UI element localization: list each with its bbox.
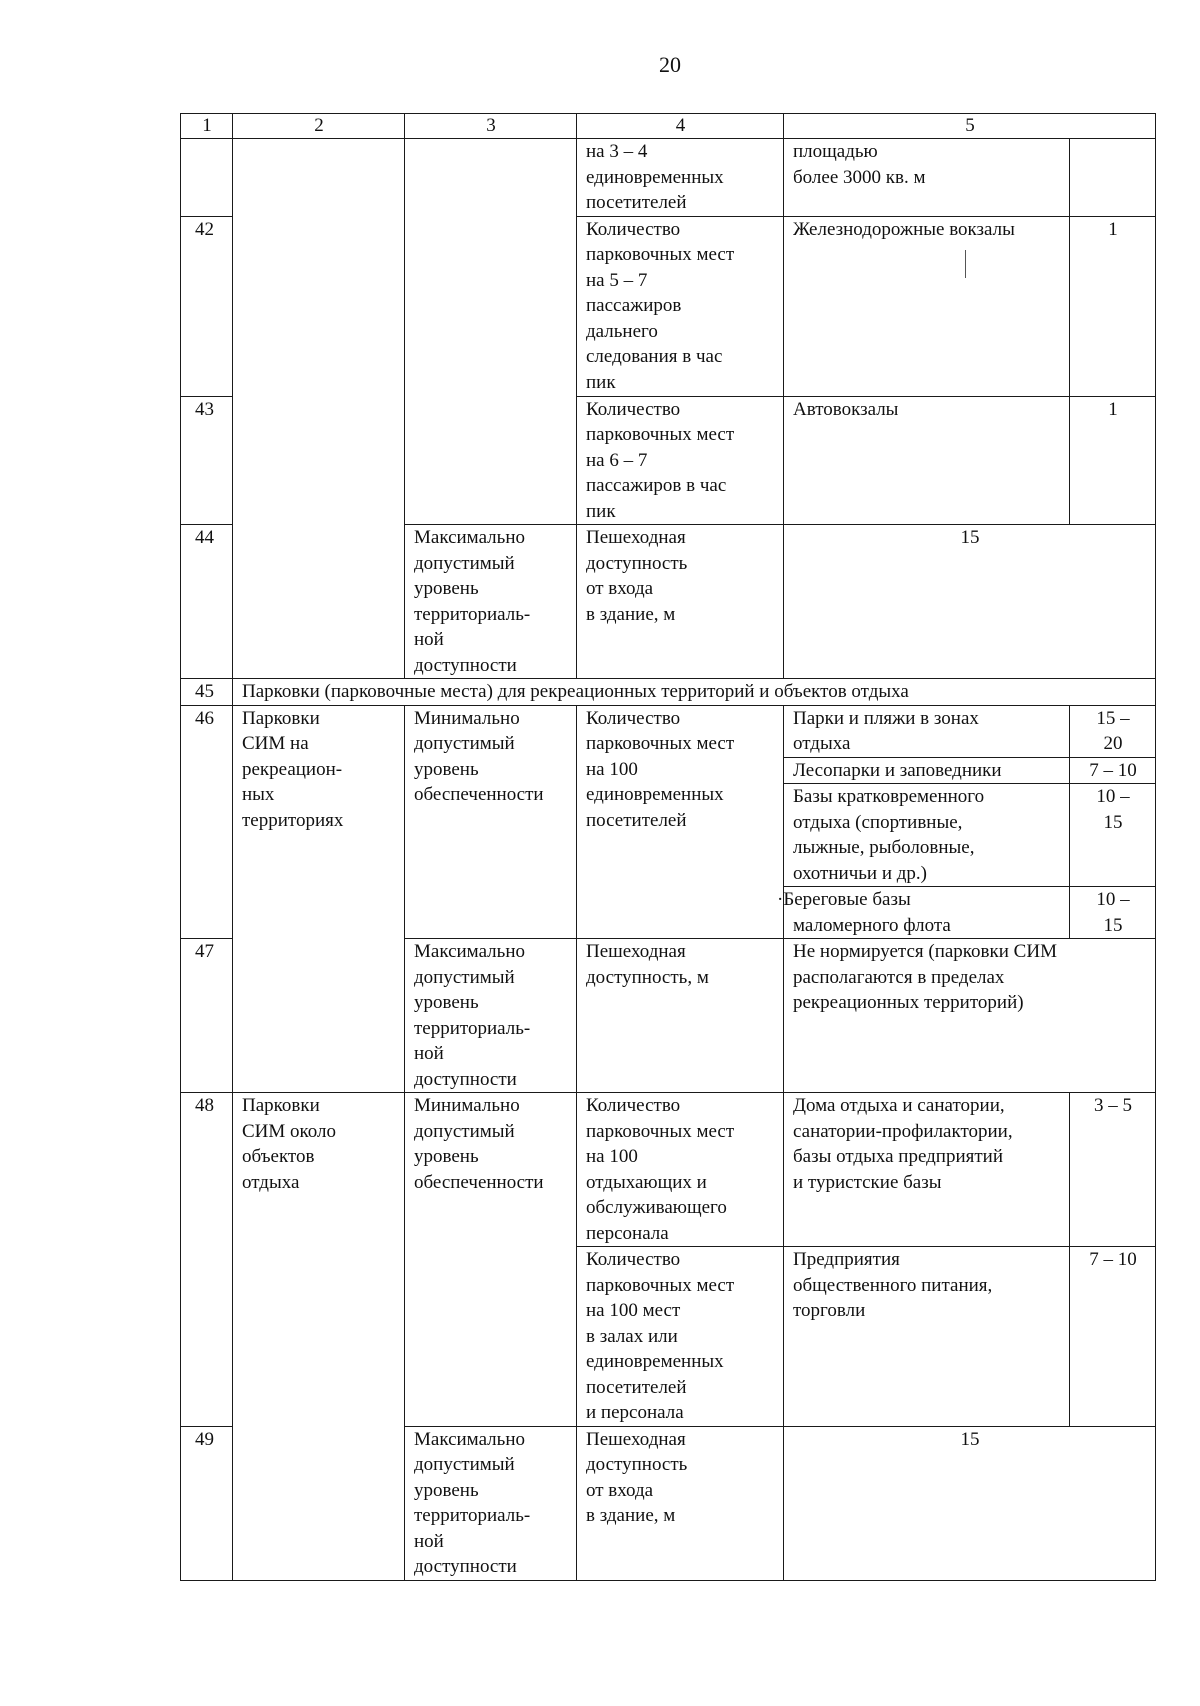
object-type-cell: Парки и пляжи в зонах отдыха (784, 705, 1070, 757)
unit-cell: Количество парковочных мест на 100 отдыхающих и обслуживающего персонала (577, 1093, 784, 1247)
indicator-cell: Минимально допустимый уровень обеспеченности (405, 1093, 577, 1427)
norms-table (180, 113, 1156, 1581)
object-type-cell: Предприятия общественного питания, торговли (784, 1247, 1070, 1427)
object-type-cell: Дома отдыха и санатории, санатории-профилактории, базы отдыха предприятий и туристские базы (784, 1093, 1070, 1247)
unit-cell: Пешеходная доступность, м (577, 939, 784, 1093)
object-type-cell: Лесопарки и заповедники (784, 757, 1070, 784)
table-row (181, 139, 1156, 217)
row-number-cell: 47 (181, 939, 233, 1093)
parking-type-cell (233, 139, 405, 679)
value-cell: 15 (784, 525, 1156, 679)
value-cell: 1 (1070, 216, 1156, 396)
value-cell: 10 – 15 (1070, 887, 1156, 939)
unit-cell: Количество парковочных мест на 100 единовременных посетителей (577, 705, 784, 939)
object-type-cell (784, 216, 1070, 396)
row-number-cell: 45 (181, 679, 233, 706)
row-number-cell: 49 (181, 1426, 233, 1580)
object-type-text: Железнодорожные вокзалы (793, 218, 1015, 240)
object-type-cell: Не нормируется (парковки СИМ располагаются в пределах рекреационных территорий) (784, 939, 1156, 1093)
header-cell: 2 (233, 114, 405, 139)
object-type-cell: ·Береговые базы маломерного флота (784, 887, 1070, 939)
unit-cell: Пешеходная доступность от входа в здание, м (577, 1426, 784, 1580)
stray-mark (965, 250, 966, 278)
unit-cell: Количество парковочных мест на 6 – 7 пассажиров в час пик (577, 396, 784, 525)
value-cell: 3 – 5 (1070, 1093, 1156, 1247)
header-cell: 4 (577, 114, 784, 139)
unit-cell: на 3 – 4 единовременных посетителей (577, 139, 784, 217)
value-cell: 7 – 10 (1070, 757, 1156, 784)
parking-type-cell: Парковки СИМ на рекреацион- ных территориях (233, 705, 405, 1093)
value-cell (1070, 139, 1156, 217)
page-number: 20 (659, 52, 681, 77)
object-type-text: Береговые базы маломерного флота (783, 889, 951, 936)
indicator-cell: Минимально допустимый уровень обеспеченности (405, 705, 577, 939)
indicator-cell (405, 139, 577, 525)
header-cell: 5 (784, 114, 1156, 139)
value-cell: 7 – 10 (1070, 1247, 1156, 1427)
row-number-cell: 44 (181, 525, 233, 679)
unit-cell: Пешеходная доступность от входа в здание, м (577, 525, 784, 679)
object-type-cell: Автовокзалы (784, 396, 1070, 525)
row-number-cell: 46 (181, 705, 233, 939)
row-number-cell: 42 (181, 216, 233, 396)
table-row (181, 679, 1156, 706)
section-title-cell: Парковки (парковочные места) для рекреационных территорий и объектов отдыха (233, 679, 1156, 706)
object-type-cell: Базы кратковременного отдыха (спортивные, лыжные, рыболовные, охотничьи и др.) (784, 784, 1070, 887)
row-number-cell: 48 (181, 1093, 233, 1427)
indicator-cell: Максимально допустимый уровень территориаль- ной доступности (405, 1426, 577, 1580)
parking-type-cell: Парковки СИМ около объектов отдыха (233, 1093, 405, 1581)
value-cell: 15 (784, 1426, 1156, 1580)
table-header-row (181, 114, 1156, 139)
unit-cell: Количество парковочных мест на 5 – 7 пассажиров дальнего следования в час пик (577, 216, 784, 396)
unit-cell: Количество парковочных мест на 100 мест в залах или единовременных посетителей и персонала (577, 1247, 784, 1427)
value-cell: 10 – 15 (1070, 784, 1156, 887)
row-number-cell (181, 139, 233, 217)
table-row (181, 1093, 1156, 1247)
header-cell: 3 (405, 114, 577, 139)
value-cell: 15 – 20 (1070, 705, 1156, 757)
row-number-cell: 43 (181, 396, 233, 525)
table-row (181, 705, 1156, 757)
object-type-cell: площадью более 3000 кв. м (784, 139, 1070, 217)
header-cell: 1 (181, 114, 233, 139)
indicator-cell: Максимально допустимый уровень территориаль- ной доступности (405, 939, 577, 1093)
indicator-cell: Максимально допустимый уровень территориаль- ной доступности (405, 525, 577, 679)
value-cell: 1 (1070, 396, 1156, 525)
